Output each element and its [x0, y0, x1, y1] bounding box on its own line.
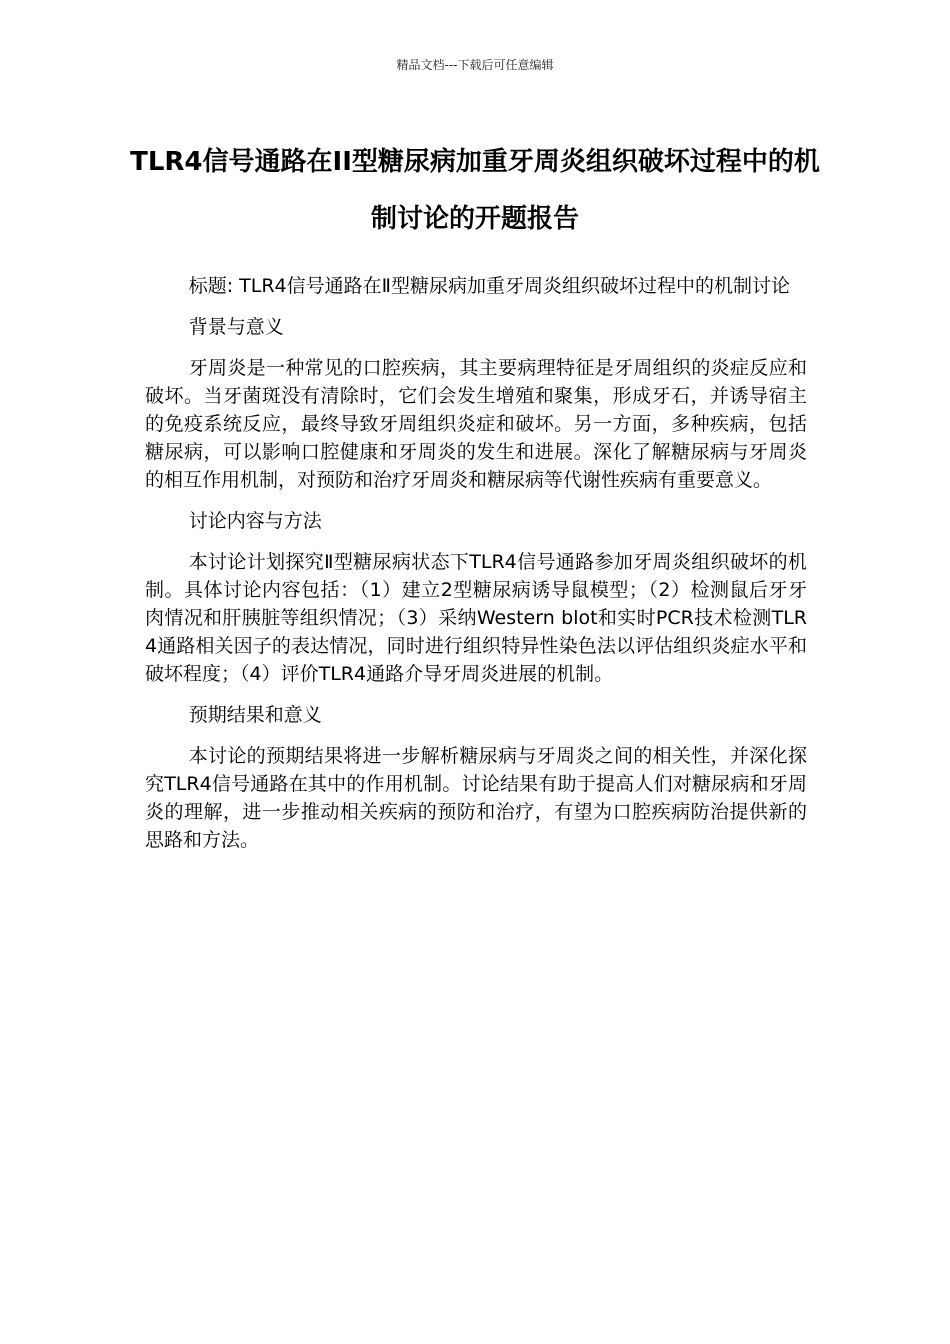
document-title: TLR4信号通路在II型糖尿病加重牙周炎组织破坏过程中的机制讨论的开题报告 — [130, 147, 820, 234]
header-note: 精品文档---下载后可任意编辑 — [396, 58, 554, 72]
methods-paragraph: 本讨论计划探究Ⅱ型糖尿病状态下TLR4信号通路参加牙周炎组织破坏的机制。具体讨论内容包括：（1）建立2型糖尿病诱导鼠模型；（2）检测鼠后牙牙肉情况和肝胰脏等组织情况；（3）采纳Western blot和实时PCR技术检测TLR4通路相关因子的表达情况，同时进行组织特异性染色法以评估组织炎症水平和破坏程度；（4）评价TLR4通路介导牙周炎进展的机制。 — [145, 551, 807, 685]
document-body — [145, 272, 807, 867]
background-paragraph: 牙周炎是一种常见的口腔疾病，其主要病理特征是牙周组织的炎症反应和破坏。当牙菌斑没有清除时，它们会发生增殖和聚集，形成牙石，并诱导宿主的免疫系统反应，最终导致牙周组织炎症和破坏。另一方面，多种疾病，包括糖尿病，可以影响口腔健康和牙周炎的发生和进展。深化了解糖尿病与牙周炎的相互作用机制，对预防和治疗牙周炎和糖尿病等代谢性疾病有重要意义。 — [145, 357, 807, 491]
expected-results-paragraph: 本讨论的预期结果将进一步解析糖尿病与牙周炎之间的相关性，并深化探究TLR4信号通路在其中的作用机制。讨论结果有助于提高人们对糖尿病和牙周炎的理解，进一步推动相关疾病的预防和治疗，有望为口腔疾病防治提供新的思路和方法。 — [145, 745, 807, 851]
section-heading-expected-results: 预期结果和意义 — [188, 704, 322, 726]
section-heading-methods: 讨论内容与方法 — [188, 510, 322, 532]
title-line-paragraph: 标题: TLR4信号通路在Ⅱ型糖尿病加重牙周炎组织破坏过程中的机制讨论 — [188, 275, 790, 297]
section-heading-background: 背景与意义 — [188, 316, 284, 338]
